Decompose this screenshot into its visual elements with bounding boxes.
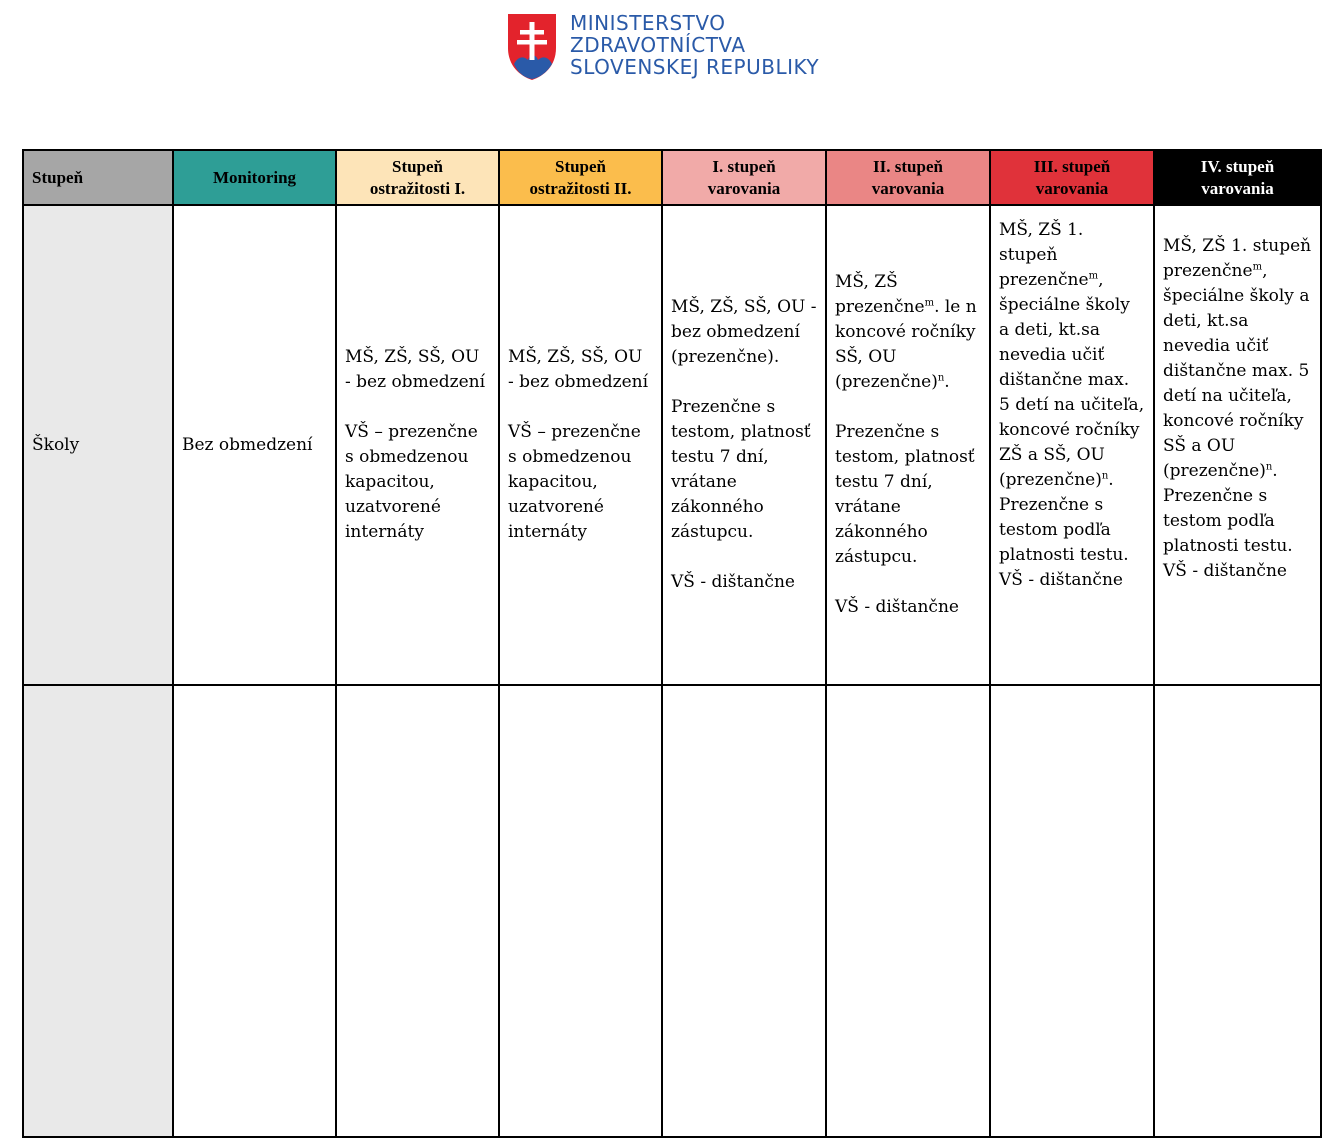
cell-varovanie-3: MŠ, ZŠ 1. stupeň prezenčne$^m$, špeciálne školy a deti, kt.sa nevedia učiť dištančne max. 5 detí na učiteľa, koncové ročníky ZŠ a SŠ, OU (prezenčne)$^n$. Prezenčne s testom podľa platnosti testu. VŠ - dištančne	[990, 205, 1154, 685]
cell-varovanie-1: MŠ, ZŠ, SŠ, OU - bez obmedzení (prezenčne). Prezenčne s testom, platnosť testu 7 dní, vrátane zákonného zástupcu. VŠ - dištančne	[662, 205, 826, 685]
next-row-cell	[662, 685, 826, 1137]
cell-varovanie-4: MŠ, ZŠ 1. stupeň prezenčne$^m$, špeciálne školy a deti, kt.sa nevedia učiť dištančne max. 5 detí na učiteľa, koncové ročníky SŠ a OU (prezenčne)$^n$. Prezenčne s testom podľa platnosti testu. VŠ - dištančne	[1154, 205, 1321, 685]
next-row-cell	[23, 685, 173, 1137]
logo-line-2: ZDRAVOTNÍCTVA	[570, 33, 746, 57]
ministry-name	[570, 12, 819, 78]
table-row-next	[23, 685, 1321, 1137]
header-varovanie-3: III. stupeň varovania	[990, 150, 1154, 205]
header-stupen: Stupeň	[23, 150, 173, 205]
cell-ostrazitost-1: MŠ, ZŠ, SŠ, OU - bez obmedzení VŠ – prezenčne s obmedzenou kapacitou, uzatvorené internáty	[336, 205, 499, 685]
slovak-coat-of-arms-icon	[506, 12, 558, 82]
cell-ostrazitost-2: MŠ, ZŠ, SŠ, OU - bez obmedzení VŠ – prezenčne s obmedzenou kapacitou, uzatvorené internáty	[499, 205, 662, 685]
row-label: Školy	[23, 205, 173, 685]
header-varovanie-2: II. stupeň varovania	[826, 150, 990, 205]
cell-monitoring: Bez obmedzení	[173, 205, 336, 685]
header-varovanie-1: I. stupeň varovania	[662, 150, 826, 205]
header-row	[23, 150, 1321, 205]
next-row-cell	[499, 685, 662, 1137]
alert-levels-table	[22, 149, 1322, 1138]
next-row-cell	[173, 685, 336, 1137]
header-varovanie-4: IV. stupeň varovania	[1154, 150, 1321, 205]
logo-line-1: MINISTERSTVO	[570, 11, 726, 35]
header-ostrazitost-2: Stupeň ostražitosti II.	[499, 150, 662, 205]
next-row-cell	[826, 685, 990, 1137]
header-ostrazitost-1: Stupeň ostražitosti I.	[336, 150, 499, 205]
next-row-cell	[990, 685, 1154, 1137]
cell-varovanie-2: MŠ, ZŠ prezenčne$^m$. le n koncové ročníky SŠ, OU (prezenčne)$^n$. Prezenčne s testom, platnosť testu 7 dní, vrátane zákonného zástupcu. VŠ - dištančne	[826, 205, 990, 685]
ministry-logo	[506, 12, 819, 94]
next-row-cell	[336, 685, 499, 1137]
logo-line-3: SLOVENSKEJ REPUBLIKY	[570, 55, 820, 79]
header-monitoring: Monitoring	[173, 150, 336, 205]
table-row-skoly	[23, 205, 1321, 685]
next-row-cell	[1154, 685, 1321, 1137]
